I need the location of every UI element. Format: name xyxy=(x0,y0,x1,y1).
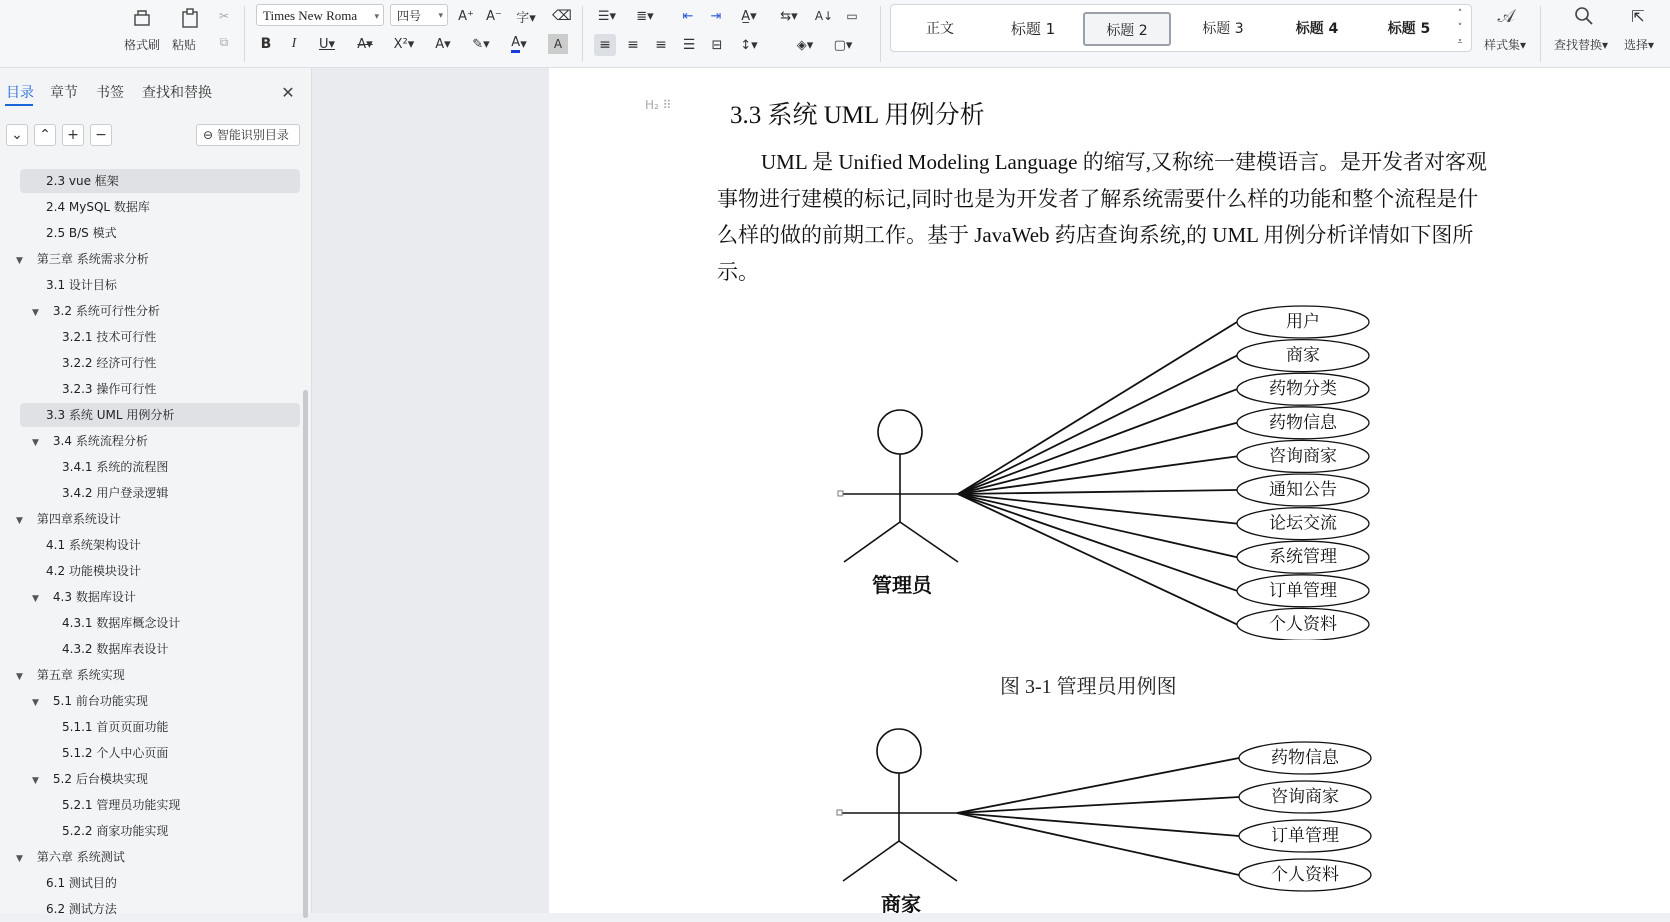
use-case-label: 商家 xyxy=(1286,345,1320,366)
figure-caption[interactable]: 图 3-1 管理员用例图 xyxy=(1000,676,1177,698)
toc-item[interactable] xyxy=(0,688,304,714)
toc-item-label: 6.1 测试目的 xyxy=(46,876,117,890)
use-case-label: 咨询商家 xyxy=(1271,787,1339,807)
toc-item-label: 3.2.2 经济可行性 xyxy=(62,356,157,370)
shading-icon[interactable]: ◈▾ xyxy=(796,37,814,53)
font-size-select[interactable] xyxy=(390,4,448,26)
toc-item[interactable] xyxy=(0,272,304,298)
heading-level-marker[interactable]: H₂ ⠿ xyxy=(645,98,672,112)
bullets-icon[interactable]: ☰▾ xyxy=(597,8,617,24)
eraser-icon[interactable]: ⌫ xyxy=(552,8,572,24)
style-heading-3[interactable]: 标题 3 xyxy=(1202,21,1244,37)
toc-item-label: 2.5 B/S 模式 xyxy=(46,226,117,240)
section-heading[interactable]: 3.3 系统 UML 用例分析 xyxy=(730,102,985,129)
distribute-icon[interactable]: ⊟ xyxy=(711,37,723,53)
use-case-label: 个人资料 xyxy=(1271,865,1339,885)
actor-label: 管理员 xyxy=(872,573,932,597)
scrollbar[interactable] xyxy=(303,390,308,918)
toc-item-label: 3.2.1 技术可行性 xyxy=(62,330,157,344)
actor-right-leg xyxy=(899,841,957,881)
style-heading-2[interactable]: 标题 2 xyxy=(1083,12,1171,46)
toc-item-label: 3.3 系统 UML 用例分析 xyxy=(46,408,175,422)
chevron-down-icon: ▾ xyxy=(374,11,379,21)
toc-item[interactable] xyxy=(0,298,304,324)
use-case-label: 通知公告 xyxy=(1269,480,1337,500)
association-line xyxy=(958,356,1237,494)
text-direction-icon[interactable]: A̲▾ xyxy=(741,8,757,24)
body-paragraph[interactable]: UML 是 Unified Modeling Language 的缩写,又称统一建模语言。是开发者对客观事物进行建模的标记,同时也是为开发者了解系统需要什么样的功能和整个流程是什么样的做的前期工作。基于 JavaWeb 药店查询系统,的 UML 用例分析详情如下图所示。 xyxy=(717,150,1487,284)
collapse-up-button[interactable]: ⌃ xyxy=(34,124,56,146)
font-name-value: Times New Roma xyxy=(263,8,358,23)
association-line xyxy=(958,494,1237,557)
find-replace-label[interactable]: 查找替换▾ xyxy=(1554,38,1609,52)
toc-item[interactable] xyxy=(0,636,304,662)
connector-handle xyxy=(838,491,843,496)
close-icon[interactable]: ✕ xyxy=(281,82,295,102)
drag-handle-icon: ⠿ xyxy=(662,98,672,112)
strikethrough-icon[interactable]: A▾ xyxy=(357,36,373,52)
toc-item-label: 第三章 系统需求分析 xyxy=(36,252,149,266)
toc-item[interactable] xyxy=(0,246,304,272)
toc-item[interactable] xyxy=(0,324,304,350)
use-case-label: 论坛交流 xyxy=(1269,513,1337,534)
border-icon[interactable]: ▢▾ xyxy=(833,37,853,53)
align-center-icon[interactable]: ≡ xyxy=(627,37,639,53)
expand-toggle-icon[interactable]: ▼ xyxy=(32,308,39,318)
toc-item[interactable] xyxy=(0,662,304,688)
style-heading-5[interactable]: 标题 5 xyxy=(1387,21,1431,37)
toc-item[interactable] xyxy=(0,506,304,532)
actor-head xyxy=(877,729,921,773)
toc-item-label: 5.1 前台功能实现 xyxy=(52,694,148,708)
font-size-value: 四号 xyxy=(397,9,422,23)
tab-toc[interactable]: 目录 xyxy=(6,85,34,101)
actor-right-leg xyxy=(900,522,958,562)
connector-handle xyxy=(837,810,842,815)
toc-item-label: 第五章 系统实现 xyxy=(36,668,125,682)
paste-label[interactable]: 粘贴 xyxy=(172,38,197,52)
actor-left-leg xyxy=(843,841,899,881)
style-normal[interactable]: 正文 xyxy=(926,21,954,37)
toc-item[interactable] xyxy=(0,194,304,220)
toc-item-label: 4.3 数据库设计 xyxy=(52,590,136,604)
sort-icon[interactable]: ⇆▾ xyxy=(780,8,798,24)
toc-item-label: 3.4.2 用户登录逻辑 xyxy=(62,486,169,500)
expand-toggle-icon[interactable]: ▼ xyxy=(16,256,23,266)
line-spacing-icon[interactable]: ↕▾ xyxy=(740,37,758,53)
cursor-select-icon[interactable]: ⇱ xyxy=(1631,6,1645,26)
chevron-down-icon: ▾ xyxy=(438,11,443,21)
decrease-indent-icon[interactable]: ⇤ xyxy=(682,8,694,24)
toc-item[interactable] xyxy=(0,584,304,610)
copy-icon[interactable]: ⧉ xyxy=(219,34,229,49)
toc-item-label: 3.4.1 系统的流程图 xyxy=(62,460,169,474)
use-case-label: 订单管理 xyxy=(1271,826,1339,846)
toc-item-label: 5.2.1 管理员功能实现 xyxy=(62,798,181,812)
highlight-icon[interactable]: ✎▾ xyxy=(472,36,490,52)
toc-item-label: 第六章 系统测试 xyxy=(36,850,125,864)
char-shading-icon[interactable]: A xyxy=(548,34,568,54)
separator xyxy=(244,6,245,62)
use-case-diagram-admin xyxy=(820,300,1380,640)
toc-item[interactable] xyxy=(0,610,304,636)
toc-item[interactable] xyxy=(0,844,304,870)
association-line xyxy=(958,456,1237,494)
tab-bookmarks[interactable]: 书签 xyxy=(96,85,124,101)
actor-head xyxy=(878,410,922,454)
use-case-label: 药物信息 xyxy=(1269,412,1337,433)
actor-label: 商家 xyxy=(881,892,921,913)
association-line xyxy=(958,423,1237,494)
toc-item-label: 5.1.2 个人中心页面 xyxy=(62,746,169,760)
toc-item[interactable] xyxy=(0,870,304,896)
bold-icon[interactable]: B xyxy=(260,36,272,52)
toc-item[interactable] xyxy=(0,792,304,818)
styles-scroll-down-icon[interactable]: ˅ xyxy=(1457,23,1463,33)
toc-item-label: 4.1 系统架构设计 xyxy=(46,538,141,552)
use-case-label: 咨询商家 xyxy=(1269,446,1337,467)
use-case-label: 用户 xyxy=(1286,312,1320,332)
expand-toggle-icon[interactable]: ▼ xyxy=(32,594,39,604)
show-marks-icon[interactable]: ▭ xyxy=(846,9,858,23)
style-heading-4[interactable]: 标题 4 xyxy=(1295,21,1339,37)
select-label[interactable]: 选择▾ xyxy=(1624,38,1655,52)
separator xyxy=(582,6,583,62)
sort-az-icon[interactable]: A↓ xyxy=(814,9,834,23)
toc-item-label: 3.1 设计目标 xyxy=(46,278,117,292)
toc-item-label: 5.2 后台模块实现 xyxy=(52,772,148,786)
superscript-icon[interactable]: X²▾ xyxy=(393,36,415,52)
use-case-label: 药物信息 xyxy=(1271,748,1339,768)
expand-toggle-icon[interactable]: ▼ xyxy=(16,854,23,864)
toc-item-label: 3.2 系统可行性分析 xyxy=(52,304,160,318)
cut-icon[interactable]: ✂ xyxy=(218,9,230,23)
use-case-label: 个人资料 xyxy=(1269,614,1337,635)
expand-toggle-icon[interactable]: ▼ xyxy=(16,672,23,682)
toc-item-label: 4.3.1 数据库概念设计 xyxy=(62,616,181,630)
style-set-icon[interactable]: 𝒜 xyxy=(1497,5,1515,27)
search-icon[interactable] xyxy=(1572,4,1596,28)
style-heading-1[interactable]: 标题 1 xyxy=(1010,20,1056,38)
smart-toc-label: 智能识别目录 xyxy=(216,128,289,142)
separator xyxy=(880,6,881,62)
expand-toggle-icon[interactable]: ▼ xyxy=(32,698,39,708)
toc-item-label: 2.4 MySQL 数据库 xyxy=(46,200,150,214)
ribbon-toolbar xyxy=(0,0,1670,68)
underline-icon[interactable]: U▾ xyxy=(318,36,336,52)
toc-item[interactable] xyxy=(0,896,304,922)
toc-item[interactable] xyxy=(0,558,304,584)
smart-toc-button[interactable] xyxy=(196,124,300,146)
toc-item[interactable] xyxy=(0,766,304,792)
toc-item-label: 3.4 系统流程分析 xyxy=(52,434,148,448)
increase-indent-icon[interactable]: ⇥ xyxy=(710,8,722,24)
paste-icon[interactable] xyxy=(178,6,202,30)
use-case-label: 订单管理 xyxy=(1269,580,1337,601)
styles-expand-icon[interactable]: ⩡ xyxy=(1457,37,1463,47)
format-painter-icon[interactable] xyxy=(130,6,154,30)
smart-toc-icon: ⊖ xyxy=(203,128,217,142)
association-line xyxy=(958,322,1237,494)
numbering-icon[interactable]: ≣▾ xyxy=(636,8,654,24)
toc-item-label: 5.1.1 首页页面功能 xyxy=(62,720,169,734)
association-line xyxy=(958,494,1237,624)
use-case-label: 系统管理 xyxy=(1269,547,1337,568)
phonetic-icon[interactable]: 字▾ xyxy=(516,10,536,26)
toc-item[interactable] xyxy=(0,818,304,844)
actor-left-leg xyxy=(844,522,900,562)
toc-item-label: 3.2.3 操作可行性 xyxy=(62,382,157,396)
justify-icon[interactable]: ☰ xyxy=(682,37,696,53)
toc-item[interactable] xyxy=(0,480,304,506)
style-set-label[interactable]: 样式集▾ xyxy=(1484,38,1527,52)
toc-item[interactable] xyxy=(0,532,304,558)
association-line xyxy=(958,389,1237,494)
toc-item[interactable] xyxy=(0,350,304,376)
expand-toggle-icon[interactable]: ▼ xyxy=(32,776,39,786)
toc-item-label: 4.2 功能模块设计 xyxy=(46,564,141,578)
toc-item[interactable] xyxy=(0,168,304,194)
font-name-select[interactable] xyxy=(256,4,384,26)
styles-gallery xyxy=(890,4,1472,52)
toc-item[interactable] xyxy=(0,376,304,402)
toc-item[interactable] xyxy=(0,740,304,766)
toc-item-label: 6.2 测试方法 xyxy=(46,902,117,916)
expand-toggle-icon[interactable]: ▼ xyxy=(32,438,39,448)
navigation-pane xyxy=(0,68,312,916)
font-color-icon[interactable]: A ▾ xyxy=(511,34,527,52)
align-left-icon[interactable]: ≡ xyxy=(594,34,616,56)
toc-item[interactable] xyxy=(0,428,304,454)
shrink-font-icon[interactable]: A⁻ xyxy=(486,8,502,24)
text-effect-icon[interactable]: A▾ xyxy=(435,36,451,52)
use-case-diagram-merchant xyxy=(820,725,1380,913)
tab-find-replace[interactable]: 查找和替换 xyxy=(142,85,212,101)
styles-scroll-up-icon[interactable]: ˄ xyxy=(1457,9,1463,19)
collapse-down-button[interactable]: ⌄ xyxy=(6,124,28,146)
toc-item[interactable] xyxy=(0,454,304,480)
tab-chapters[interactable]: 章节 xyxy=(50,85,78,101)
toc-item-label: 4.3.2 数据库表设计 xyxy=(62,642,169,656)
add-heading-button[interactable]: + xyxy=(62,124,84,146)
toc-item[interactable] xyxy=(0,220,304,246)
toc-list xyxy=(0,168,304,922)
use-case-label: 药物分类 xyxy=(1269,379,1337,400)
toc-item[interactable] xyxy=(0,402,304,428)
association-line xyxy=(957,813,1239,836)
toc-item-label: 5.2.2 商家功能实现 xyxy=(62,824,169,838)
grow-font-icon[interactable]: A⁺ xyxy=(458,8,474,24)
toc-item-label: 第四章系统设计 xyxy=(36,512,121,526)
separator xyxy=(1540,6,1541,62)
active-tab-indicator xyxy=(5,104,33,106)
italic-icon[interactable]: I xyxy=(291,36,297,51)
association-line xyxy=(958,490,1237,494)
align-right-icon[interactable]: ≡ xyxy=(655,37,667,53)
expand-toggle-icon[interactable]: ▼ xyxy=(16,516,23,526)
association-line xyxy=(957,813,1239,875)
format-painter-label[interactable]: 格式刷 xyxy=(124,38,161,52)
remove-heading-button[interactable]: − xyxy=(90,124,112,146)
toc-item[interactable] xyxy=(0,714,304,740)
toc-item-label: 2.3 vue 框架 xyxy=(46,174,119,188)
